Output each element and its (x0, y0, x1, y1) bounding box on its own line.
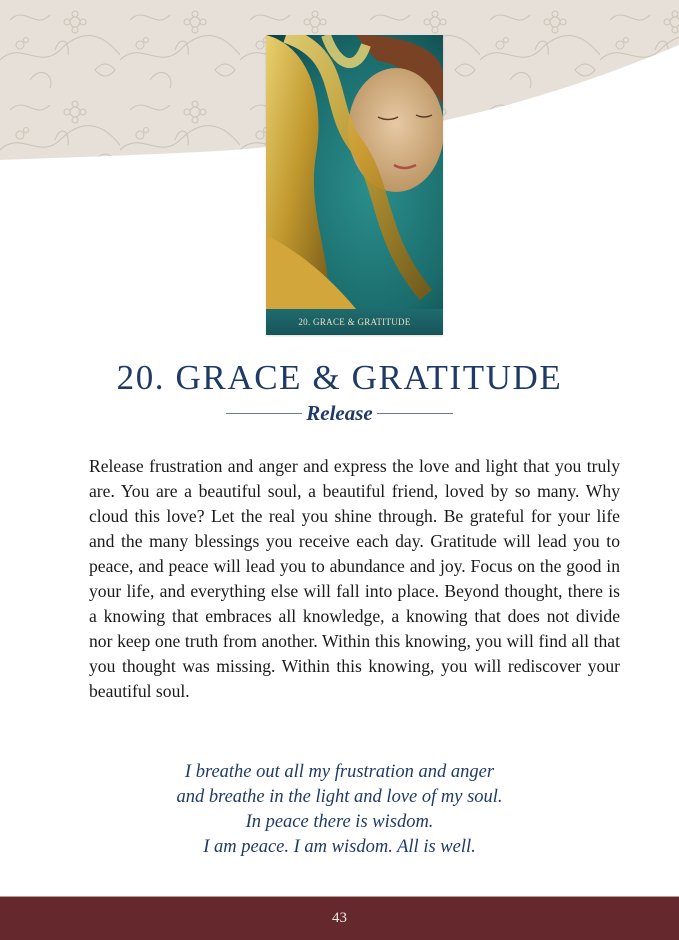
right-divider-line (377, 413, 453, 414)
affirmation-line: I breathe out all my frustration and anger (184, 762, 495, 782)
affirmation-line: I am peace. I am wisdom. All is well. (203, 837, 476, 857)
subtitle: Release (306, 401, 373, 425)
page-number: 43 (332, 910, 347, 926)
body-paragraph: Release frustration and anger and express the love and light that you truly are. You are a beautiful soul, a beautiful friend, loved by so many. Why cloud this love? Let the real you shine through. Be grateful for your life and the many blessings you receive each day. Gratitude will lead you to peace, and peace will lead you to abundance and joy. Focus on the good in your life, and everything else will fall into place. Beyond thought, there is a knowing that embraces all knowledge, a knowing that does not divide nor keep one truth from another. Within this knowing, you will find all that you thought was missing. Within this knowing, you will rediscover your beautiful soul. (89, 456, 620, 701)
affirmation-line: and breathe in the light and love of my soul. (176, 787, 503, 807)
left-divider-line (226, 413, 302, 414)
card-illustration (266, 35, 443, 309)
affirmation (0, 760, 679, 860)
subtitle-row (0, 401, 679, 426)
card-caption: 20. GRACE & GRATITUDE (266, 309, 443, 335)
page-title: 20. GRACE & GRATITUDE (116, 358, 563, 397)
oracle-card (266, 35, 443, 335)
affirmation-line: In peace there is wisdom. (245, 812, 434, 832)
footer-bar (0, 896, 679, 940)
